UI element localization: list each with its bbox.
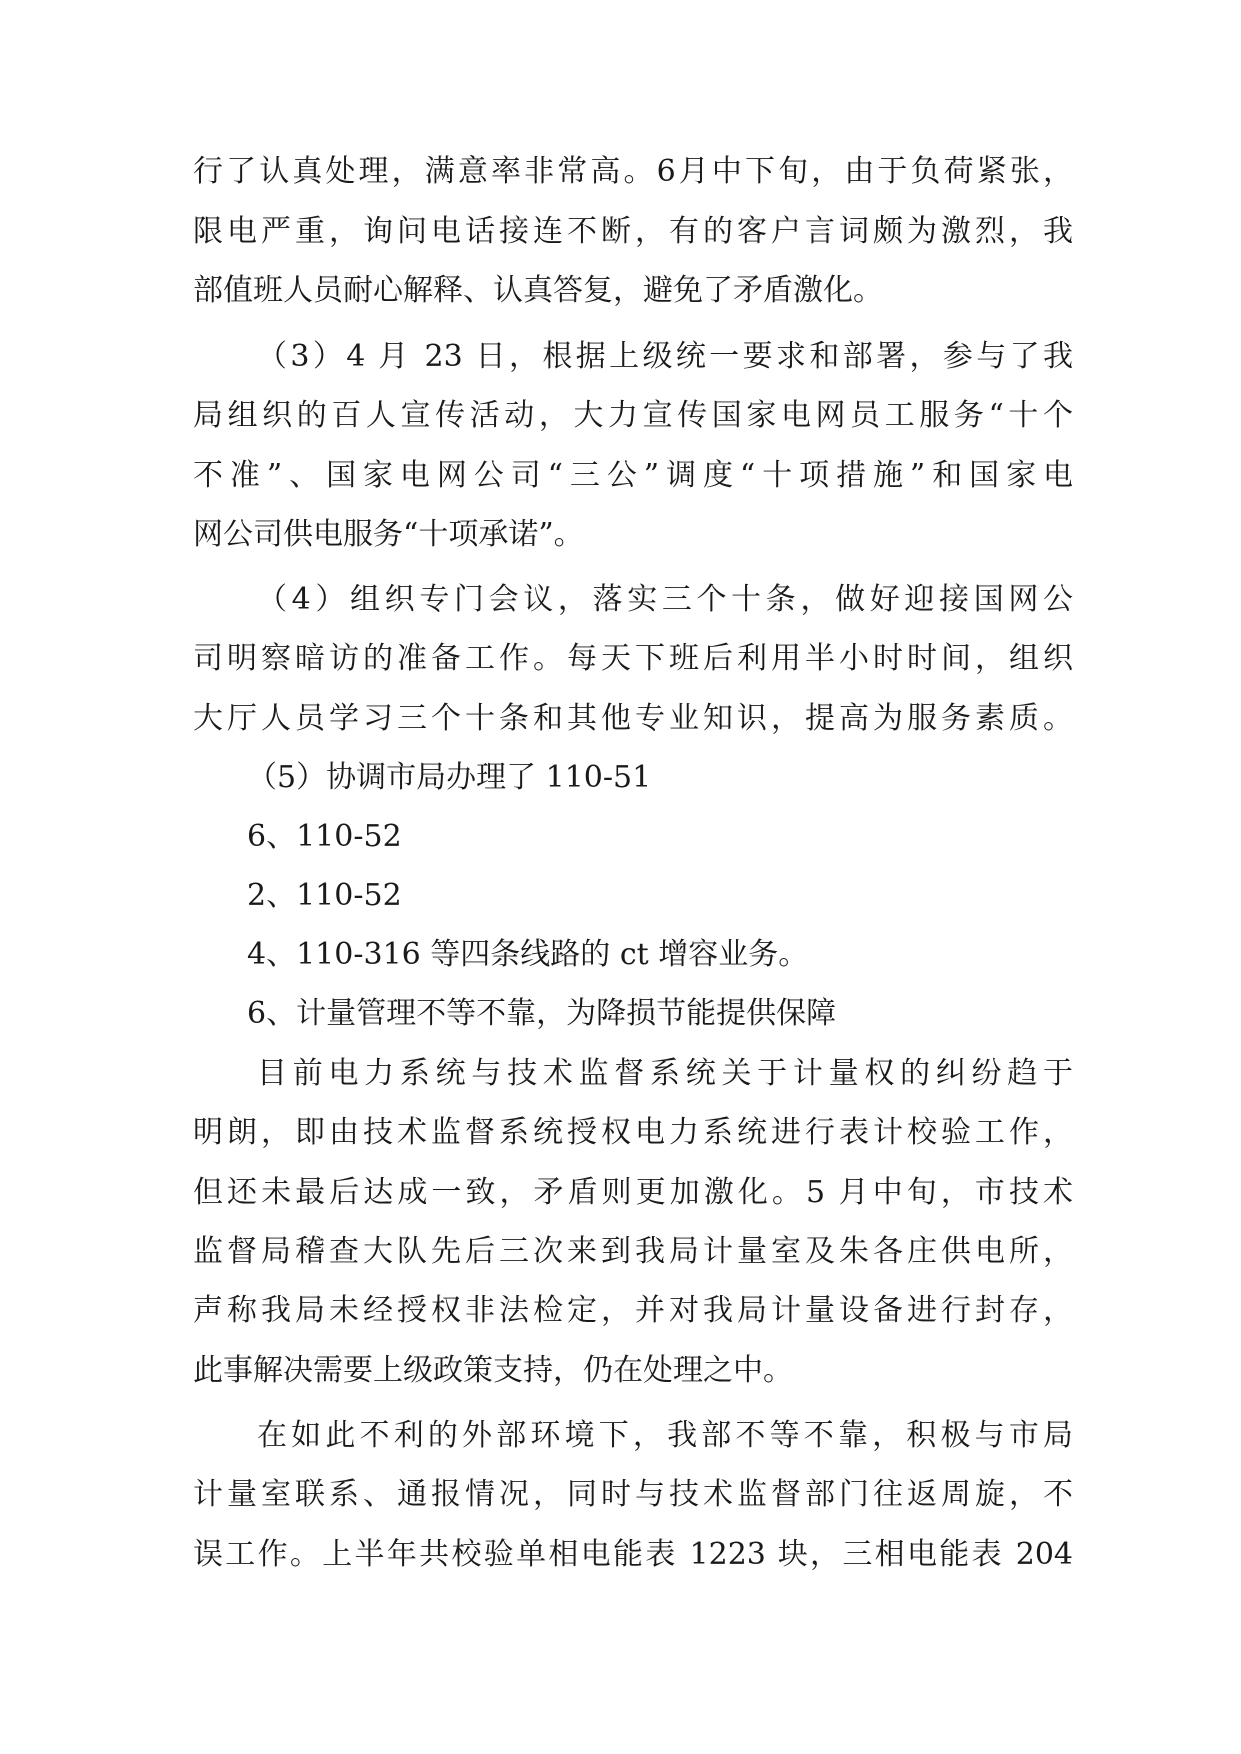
- paragraph-line: 不准”、国家电网公司“三公”调度“十项措施”和国家电: [193, 458, 1073, 493]
- paragraph-line: （4）组织专门会议，落实三个十条，做好迎接国网公: [257, 582, 1073, 617]
- paragraph-line: 局组织的百人宣传活动，大力宣传国家电网员工服务“十个: [193, 398, 1073, 433]
- paragraph-line: 声称我局未经授权非法检定，并对我局计量设备进行封存，: [193, 1293, 1073, 1328]
- paragraph-line: 2、110-52: [247, 878, 402, 913]
- paragraph-line: 在如此不利的外部环境下，我部不等不靠，积极与市局: [257, 1418, 1073, 1453]
- paragraph-line: 网公司供电服务“十项承诺”。: [193, 517, 584, 552]
- paragraph-line: 4、110-316 等四条线路的 ct 增容业务。: [247, 937, 809, 972]
- paragraph-line: 监督局稽查大队先后三次来到我局计量室及朱各庄供电所，: [193, 1234, 1073, 1269]
- paragraph-line: 限电严重，询问电话接连不断，有的客户言词颇为激烈，我: [193, 214, 1073, 249]
- paragraph-line: 此事解决需要上级政策支持，仍在处理之中。: [193, 1353, 793, 1388]
- section-heading: 6、计量管理不等不靠，为降损节能提供保障: [247, 996, 837, 1031]
- paragraph-line: （5）协调市局办理了 110-51: [247, 760, 652, 795]
- paragraph-line: 目前电力系统与技术监督系统关于计量权的纠纷趋于: [257, 1056, 1073, 1091]
- paragraph-line: 计量室联系、通报情况，同时与技术监督部门往返周旋，不: [193, 1477, 1073, 1512]
- paragraph-line: 行了认真处理，满意率非常高。6月中下旬，由于负荷紧张，: [193, 154, 1073, 189]
- paragraph-line: 但还未最后达成一致，矛盾则更加激化。5 月中旬，市技术: [193, 1175, 1073, 1210]
- paragraph-line: （3）4 月 23 日，根据上级统一要求和部署，参与了我: [257, 339, 1073, 374]
- paragraph-line: 误工作。上半年共校验单相电能表 1223 块，三相电能表 204: [193, 1537, 1073, 1572]
- paragraph-line: 大厅人员学习三个十条和其他专业知识，提高为服务素质。: [193, 701, 1073, 736]
- paragraph-line: 部值班人员耐心解释、认真答复，避免了矛盾激化。: [193, 273, 883, 308]
- paragraph-line: 明朗，即由技术监督系统授权电力系统进行表计校验工作，: [193, 1115, 1073, 1150]
- paragraph-line: 6、110-52: [247, 819, 402, 854]
- paragraph-line: 司明察暗访的准备工作。每天下班后利用半小时时间，组织: [193, 641, 1073, 676]
